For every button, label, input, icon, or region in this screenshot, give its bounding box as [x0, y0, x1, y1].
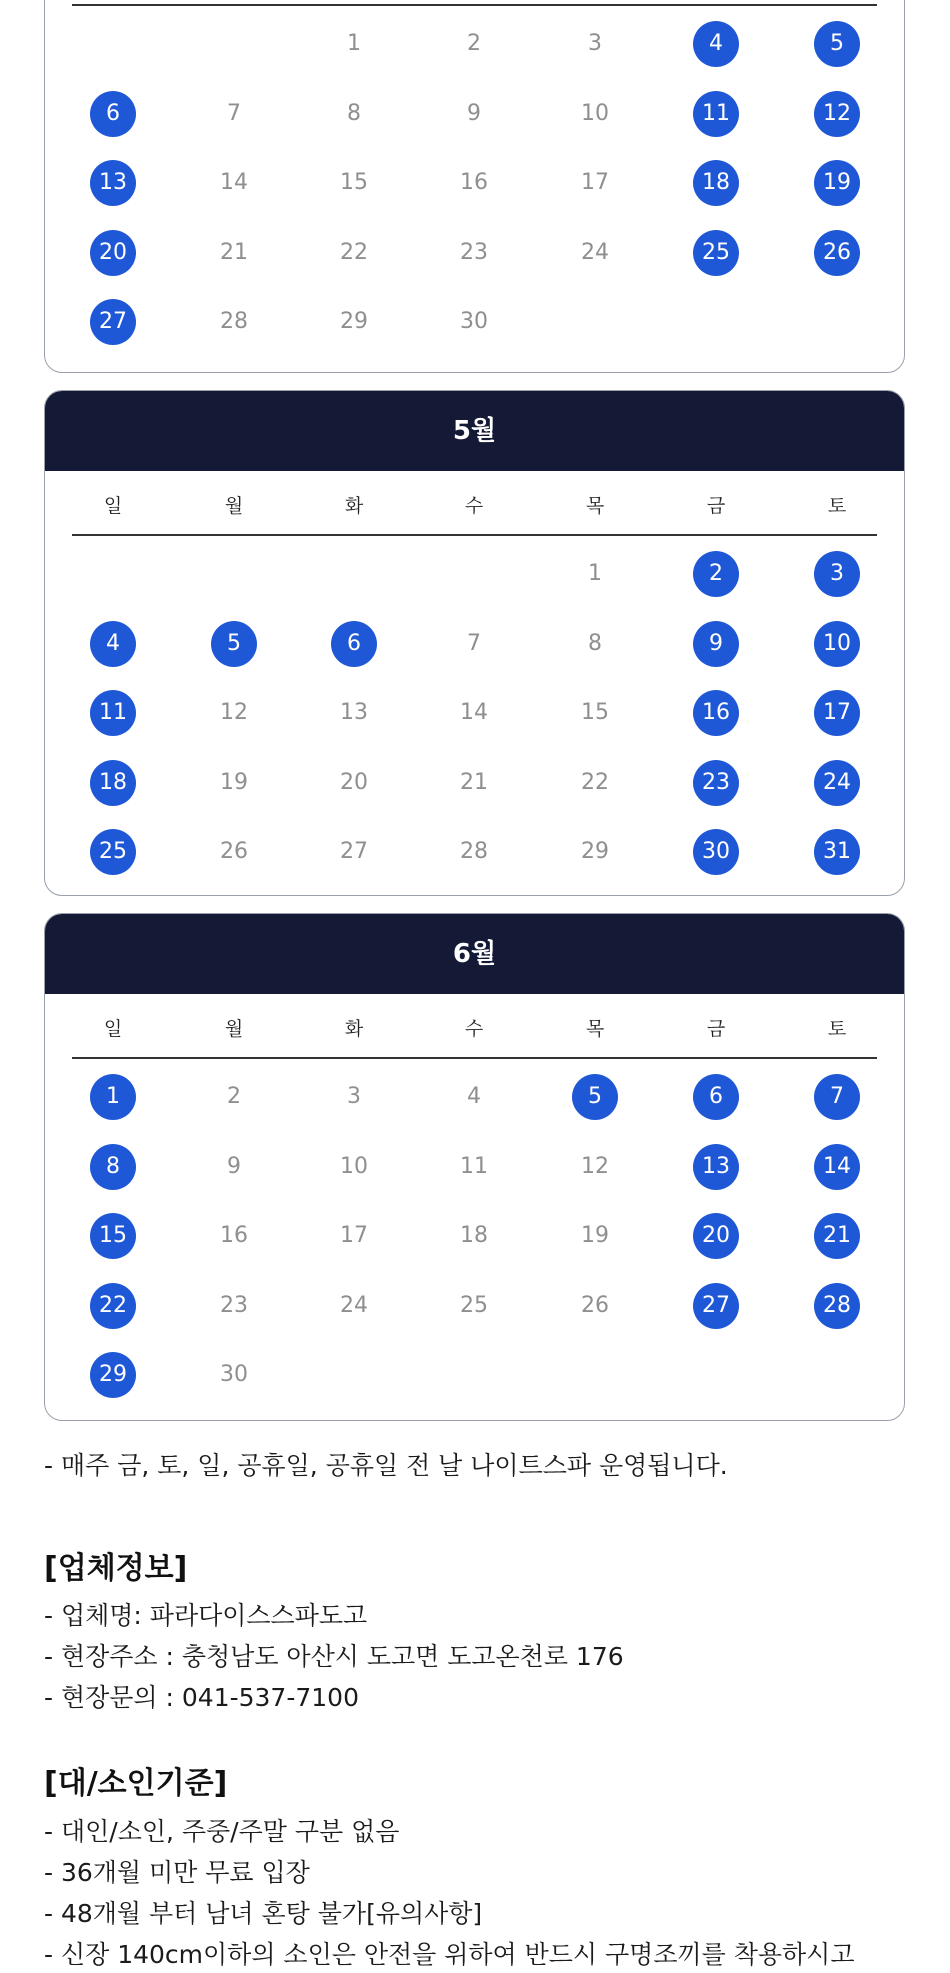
calendar-day-night-spa[interactable]: 15: [90, 1213, 136, 1259]
calendar-day[interactable]: 25: [460, 1292, 488, 1318]
calendar-day[interactable]: 3: [347, 1084, 361, 1109]
calendar-day-night-spa[interactable]: 23: [693, 760, 739, 806]
calendar-day-night-spa[interactable]: 12: [814, 91, 860, 137]
calendar-day[interactable]: 8: [588, 630, 602, 656]
calendar-day-night-spa[interactable]: 5: [814, 21, 860, 67]
calendar-day-night-spa[interactable]: 5: [572, 1074, 618, 1120]
calendar-day[interactable]: 26: [220, 839, 248, 864]
calendar-day[interactable]: 13: [340, 700, 368, 725]
calendar-day[interactable]: 19: [581, 1223, 609, 1248]
calendar-day[interactable]: 20: [340, 769, 368, 795]
calendar-day[interactable]: 7: [227, 100, 241, 126]
calendar-day-night-spa[interactable]: 4: [693, 21, 739, 67]
calendar-day-night-spa[interactable]: 27: [693, 1283, 739, 1329]
calendar-day-night-spa[interactable]: 10: [814, 621, 860, 667]
weekday-label: 금: [706, 495, 726, 517]
calendar-day-night-spa[interactable]: 16: [693, 690, 739, 736]
age-criteria-line: - 신장 140cm이하의 소인은 안전을 위하여 반드시 구명조끼를 착용하시고: [44, 1940, 855, 1969]
calendar-day-night-spa[interactable]: 29: [90, 1352, 136, 1398]
weekday-label: 토: [827, 495, 847, 517]
calendar-day[interactable]: 3: [588, 31, 602, 56]
calendar-day[interactable]: 2: [467, 31, 481, 56]
calendar-day-night-spa[interactable]: 3: [814, 551, 860, 597]
calendar-day[interactable]: 11: [460, 1153, 488, 1179]
calendar-day[interactable]: 28: [460, 839, 488, 864]
weekday-label: 목: [585, 1018, 605, 1040]
weekday-label: 수: [464, 1018, 484, 1040]
calendar-day-night-spa[interactable]: 2: [693, 551, 739, 597]
age-criteria-line: - 48개월 부터 남녀 혼탕 불가[유의사항]: [44, 1899, 483, 1928]
calendar-day[interactable]: 9: [467, 100, 481, 126]
calendar-day[interactable]: 29: [581, 839, 609, 864]
calendar-day[interactable]: 17: [340, 1223, 368, 1248]
calendar-day-night-spa[interactable]: 27: [90, 299, 136, 345]
weekday-label: 수: [464, 495, 484, 517]
calendar-day[interactable]: 14: [460, 700, 488, 725]
calendar-day[interactable]: 15: [340, 170, 368, 195]
calendar-day-night-spa[interactable]: 6: [331, 621, 377, 667]
calendar-day-night-spa[interactable]: 13: [90, 160, 136, 206]
month-calendar: [44, 913, 905, 1421]
age-criteria-heading: [대/소인기준]: [44, 1766, 228, 1801]
calendar-day[interactable]: 30: [460, 309, 488, 334]
weekday-label: 일: [103, 1018, 123, 1040]
header-divider: [72, 534, 877, 536]
age-criteria-line: - 36개월 미만 무료 입장: [44, 1858, 310, 1887]
calendar-day[interactable]: 24: [581, 239, 609, 265]
calendar-day[interactable]: 15: [581, 700, 609, 725]
month-title: 6월: [45, 914, 904, 994]
company-info-line: - 현장주소 : 충청남도 아산시 도고면 도고온천로 176: [44, 1642, 624, 1671]
calendar-day-night-spa[interactable]: 20: [90, 230, 136, 276]
calendar-day[interactable]: 1: [347, 31, 361, 56]
company-info-line: - 업체명: 파라다이스스파도고: [44, 1601, 368, 1630]
calendar-day[interactable]: 23: [220, 1292, 248, 1318]
company-info-line: - 현장문의 : 041-537-7100: [44, 1683, 359, 1712]
calendar-day-night-spa[interactable]: 25: [90, 829, 136, 875]
calendar-day[interactable]: 1: [588, 561, 602, 586]
calendar-day[interactable]: 2: [227, 1084, 241, 1109]
calendar-day-night-spa[interactable]: 6: [90, 91, 136, 137]
calendar-day[interactable]: 26: [581, 1292, 609, 1318]
month-title: 5월: [45, 391, 904, 471]
weekday-label: 일: [103, 495, 123, 517]
calendar-day[interactable]: 4: [467, 1084, 481, 1109]
calendar-day-night-spa[interactable]: 20: [693, 1213, 739, 1259]
calendar-day[interactable]: 27: [340, 839, 368, 864]
calendar-day[interactable]: 24: [340, 1292, 368, 1318]
calendar-day-night-spa[interactable]: 4: [90, 621, 136, 667]
calendar-day-night-spa[interactable]: 22: [90, 1283, 136, 1329]
calendar-day[interactable]: 30: [220, 1362, 248, 1387]
calendar-day-night-spa[interactable]: 25: [693, 230, 739, 276]
weekday-label: 월: [224, 1018, 244, 1040]
weekday-label: 목: [585, 495, 605, 517]
calendar-day[interactable]: 22: [581, 769, 609, 795]
calendar-day[interactable]: 19: [220, 769, 248, 795]
calendar-day-night-spa[interactable]: 13: [693, 1144, 739, 1190]
calendar-day[interactable]: 21: [220, 239, 248, 265]
calendar-day-night-spa[interactable]: 24: [814, 760, 860, 806]
calendar-day-night-spa[interactable]: 11: [90, 690, 136, 736]
weekday-label: 토: [827, 1018, 847, 1040]
calendar-day[interactable]: 28: [220, 309, 248, 334]
calendar-day-night-spa[interactable]: 11: [693, 91, 739, 137]
calendar-day[interactable]: 12: [581, 1153, 609, 1179]
calendar-day[interactable]: 22: [340, 239, 368, 265]
calendar-day[interactable]: 18: [460, 1223, 488, 1248]
calendar-day[interactable]: 14: [220, 170, 248, 195]
calendar-day-night-spa[interactable]: 7: [814, 1074, 860, 1120]
weekday-row: [45, 1015, 904, 1043]
calendar-day-night-spa[interactable]: 17: [814, 690, 860, 736]
calendar-day-night-spa[interactable]: 21: [814, 1213, 860, 1259]
calendar-day[interactable]: 10: [581, 100, 609, 126]
age-criteria-line: - 대인/소인, 주중/주말 구분 없음: [44, 1817, 400, 1846]
calendar-day[interactable]: 16: [460, 170, 488, 195]
header-divider: [72, 4, 877, 6]
weekday-label: 화: [344, 495, 364, 517]
weekday-label: 금: [706, 1018, 726, 1040]
calendar-day-night-spa[interactable]: 8: [90, 1144, 136, 1190]
calendar-day[interactable]: 10: [340, 1153, 368, 1179]
calendar-day[interactable]: 7: [467, 630, 481, 656]
calendar-day-night-spa[interactable]: 30: [693, 829, 739, 875]
calendar-day[interactable]: 9: [227, 1153, 241, 1179]
company-info-heading: [업체정보]: [44, 1551, 188, 1586]
calendar-day-night-spa[interactable]: 1: [90, 1074, 136, 1120]
calendar-day-night-spa[interactable]: 6: [693, 1074, 739, 1120]
calendar-day-night-spa[interactable]: 5: [211, 621, 257, 667]
weekday-row: [45, 492, 904, 520]
calendar-day[interactable]: 23: [460, 239, 488, 265]
calendar-day[interactable]: 21: [460, 769, 488, 795]
calendar-day-night-spa[interactable]: 31: [814, 829, 860, 875]
night-spa-notice: - 매주 금, 토, 일, 공휴일, 공휴일 전 날 나이트스파 운영됩니다.: [44, 1451, 728, 1480]
weekday-label: 월: [224, 495, 244, 517]
calendar-day[interactable]: 17: [581, 170, 609, 195]
calendar-day[interactable]: 8: [347, 100, 361, 126]
header-divider: [72, 1057, 877, 1059]
month-calendar: [44, 390, 905, 896]
calendar-day-night-spa[interactable]: 26: [814, 230, 860, 276]
calendar-day-night-spa[interactable]: 19: [814, 160, 860, 206]
calendar-day-night-spa[interactable]: 28: [814, 1283, 860, 1329]
month-calendar: [44, 0, 905, 373]
weekday-label: 화: [344, 1018, 364, 1040]
calendar-day-night-spa[interactable]: 18: [90, 760, 136, 806]
calendar-day[interactable]: 12: [220, 700, 248, 725]
calendar-day-night-spa[interactable]: 18: [693, 160, 739, 206]
calendar-day-night-spa[interactable]: 14: [814, 1144, 860, 1190]
calendar-day[interactable]: 29: [340, 309, 368, 334]
calendar-day[interactable]: 16: [220, 1223, 248, 1248]
calendar-day-night-spa[interactable]: 9: [693, 621, 739, 667]
